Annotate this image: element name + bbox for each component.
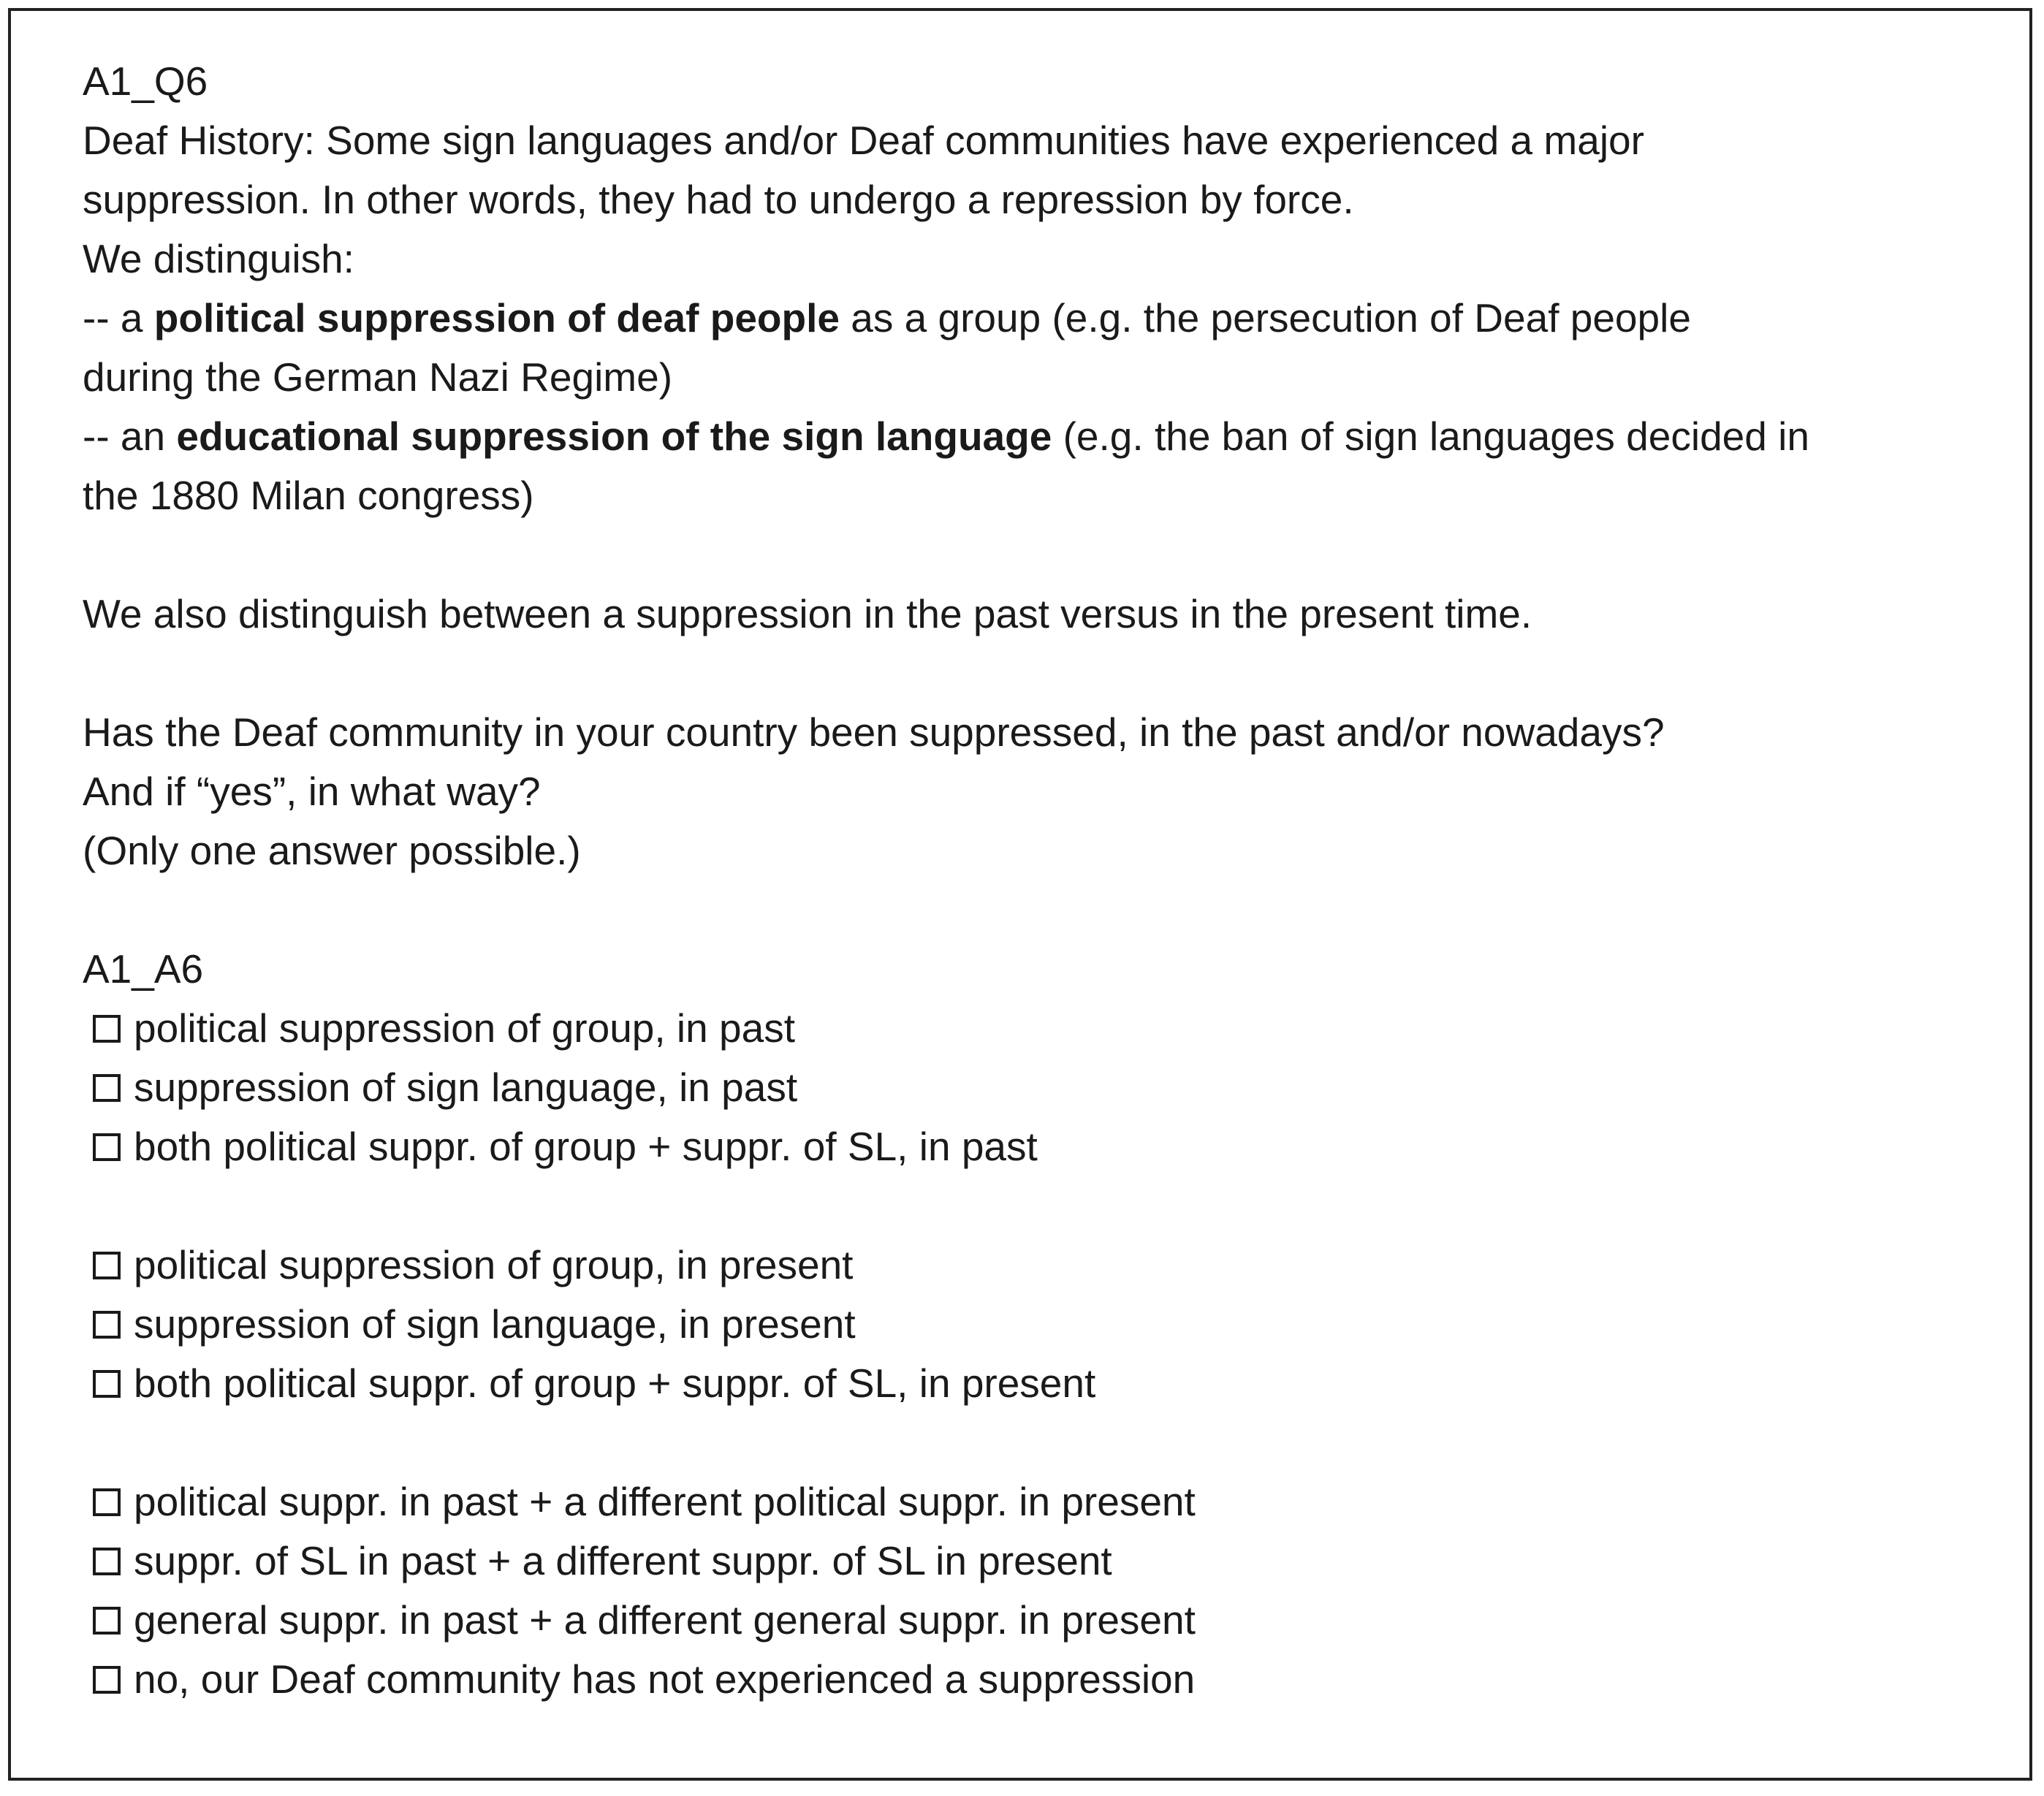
checkbox-icon[interactable] xyxy=(93,1488,121,1516)
distinction-educational-term: educational suppression of the sign language xyxy=(176,414,1052,459)
question-id: A1_Q6 xyxy=(83,58,208,104)
option-sign-language-past[interactable] xyxy=(83,1058,1983,1117)
option-political-past[interactable] xyxy=(83,999,1983,1058)
option-label: both political suppr. of group + suppr. of SL, in present xyxy=(134,1361,1096,1406)
checkbox-icon[interactable] xyxy=(93,1133,121,1161)
document-frame xyxy=(8,8,2032,1781)
questionnaire-content xyxy=(83,52,1983,1709)
question-text-line-1: Has the Deaf community in your country been suppressed, in the past and/or nowadays? xyxy=(83,709,1665,755)
option-label: suppression of sign language, in past xyxy=(134,1065,798,1110)
distinction-political-line-2: during the German Nazi Regime) xyxy=(83,354,673,400)
spacer xyxy=(83,1176,1983,1236)
spacer xyxy=(83,644,1983,703)
distinction-political-rest: as a group (e.g. the persecution of Deaf people xyxy=(839,295,1691,340)
option-sign-language-past-and-present[interactable] xyxy=(83,1531,1983,1591)
option-label: both political suppr. of group + suppr. of SL, in past xyxy=(134,1124,1038,1169)
checkbox-icon[interactable] xyxy=(93,1311,121,1339)
option-label: political suppr. in past + a different political suppr. in present xyxy=(134,1479,1196,1524)
option-sign-language-present[interactable] xyxy=(83,1295,1983,1354)
options-group-present xyxy=(83,1236,1983,1413)
options-group-other xyxy=(83,1472,1983,1709)
checkbox-icon[interactable] xyxy=(93,1666,121,1694)
past-present-note: We also distinguish between a suppression in the past versus in the present time. xyxy=(83,591,1532,636)
spacer xyxy=(83,525,1983,585)
option-label: suppr. of SL in past + a different suppr. of SL in present xyxy=(134,1538,1112,1583)
option-both-present[interactable] xyxy=(83,1354,1983,1413)
option-no-suppression[interactable] xyxy=(83,1650,1983,1709)
distinction-political-term: political suppression of deaf people xyxy=(153,295,840,340)
question-text-line-2: And if “yes”, in what way? xyxy=(83,769,541,814)
intro-line-1: Deaf History: Some sign languages and/or Deaf communities have experienced a major xyxy=(83,118,1644,163)
option-label: political suppression of group, in past xyxy=(134,1005,795,1051)
option-label: suppression of sign language, in present xyxy=(134,1301,856,1347)
distinction-educational-rest: (e.g. the ban of sign languages decided in xyxy=(1052,414,1809,459)
option-political-present[interactable] xyxy=(83,1236,1983,1295)
distinction-educational-prefix: -- an xyxy=(83,414,177,459)
checkbox-icon[interactable] xyxy=(93,1548,121,1575)
option-label: political suppression of group, in present xyxy=(134,1242,854,1287)
checkbox-icon[interactable] xyxy=(93,1074,121,1102)
option-label: no, our Deaf community has not experienced a suppression xyxy=(134,1656,1196,1702)
options-group-past xyxy=(83,999,1983,1176)
distinction-educational xyxy=(83,407,1983,466)
checkbox-icon[interactable] xyxy=(93,1252,121,1279)
distinguish-heading: We distinguish: xyxy=(83,236,354,281)
option-both-past[interactable] xyxy=(83,1117,1983,1176)
checkbox-icon[interactable] xyxy=(93,1015,121,1043)
distinction-political-prefix: -- a xyxy=(83,295,154,340)
checkbox-icon[interactable] xyxy=(93,1370,121,1398)
option-label: general suppr. in past + a different general suppr. in present xyxy=(134,1597,1196,1643)
question-instruction: (Only one answer possible.) xyxy=(83,828,581,873)
checkbox-icon[interactable] xyxy=(93,1607,121,1635)
answer-id: A1_A6 xyxy=(83,946,204,992)
distinction-educational-line-2: the 1880 Milan congress) xyxy=(83,473,534,518)
option-political-past-and-present[interactable] xyxy=(83,1472,1983,1531)
spacer xyxy=(83,1413,1983,1472)
intro-line-2: suppression. In other words, they had to undergo a repression by force. xyxy=(83,177,1354,222)
option-general-past-and-present[interactable] xyxy=(83,1591,1983,1650)
spacer xyxy=(83,880,1983,940)
distinction-political xyxy=(83,289,1983,348)
